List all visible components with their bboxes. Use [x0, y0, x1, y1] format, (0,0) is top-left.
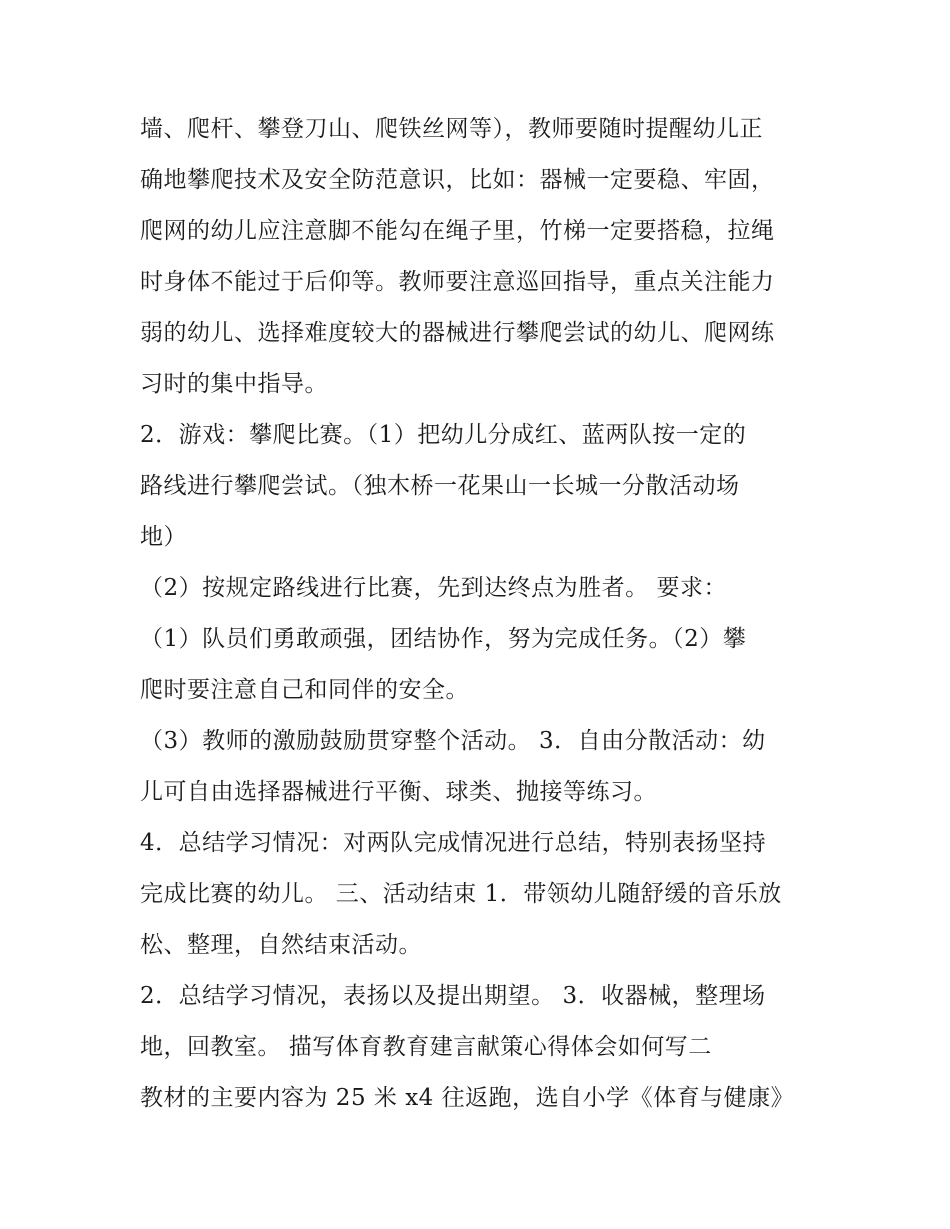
text-line: （1）队员们勇敢顽强，团结协作，努为完成任务。（2）攀 — [140, 626, 747, 652]
text-line: 教材的主要内容为 25 米 x4 往返跑，选自小学《体育与健康》 — [140, 1085, 795, 1111]
text-line: 习时的集中指导。 — [140, 371, 328, 397]
text-line: 松、整理，自然结束活动。 — [140, 932, 422, 958]
text-line: 地） — [140, 524, 187, 550]
text-line: 2．总结学习情况，表扬以及提出期望。 3．收器械，整理场 — [140, 983, 766, 1009]
text-line: 爬时要注意自己和同伴的安全。 — [140, 677, 469, 703]
text-line: 爬网的幼儿应注意脚不能勾在绳子里，竹梯一定要搭稳，拉绳 — [140, 218, 775, 244]
text-line: 4．总结学习情况：对两队完成情况进行总结，特别表扬坚持 — [140, 830, 767, 856]
body-text — [140, 104, 820, 1124]
text-line: 路线进行攀爬尝试。（独木桥一花果山一长城一分散活动场 — [140, 473, 740, 499]
text-line: 2．游戏：攀爬比赛。（1）把幼儿分成红、蓝两队按一定的 — [140, 422, 747, 448]
text-line: 儿可自由选择器械进行平衡、球类、抛接等练习。 — [140, 779, 657, 805]
text-line: 墙、爬杆、攀登刀山、爬铁丝网等），教师要随时提醒幼儿正 — [140, 116, 763, 142]
text-line: （2）按规定路线进行比赛，先到达终点为胜者。 要求： — [140, 575, 727, 601]
text-line: 确地攀爬技术及安全防范意识，比如：器械一定要稳、牢固， — [140, 167, 775, 193]
text-line: （3）教师的激励鼓励贯穿整个活动。 3．自由分散活动：幼 — [140, 728, 766, 754]
text-line: 弱的幼儿、选择难度较大的器械进行攀爬尝试的幼儿、爬网练 — [140, 320, 775, 346]
text-line: 完成比赛的幼儿。 三、活动结束 1．带领幼儿随舒缓的音乐放 — [140, 881, 782, 907]
text-line: 地，回教室。 描写体育教育建言献策心得体会如何写二 — [140, 1034, 712, 1060]
text-line: 时身体不能过于后仰等。教师要注意巡回指导，重点关注能力 — [140, 269, 775, 295]
